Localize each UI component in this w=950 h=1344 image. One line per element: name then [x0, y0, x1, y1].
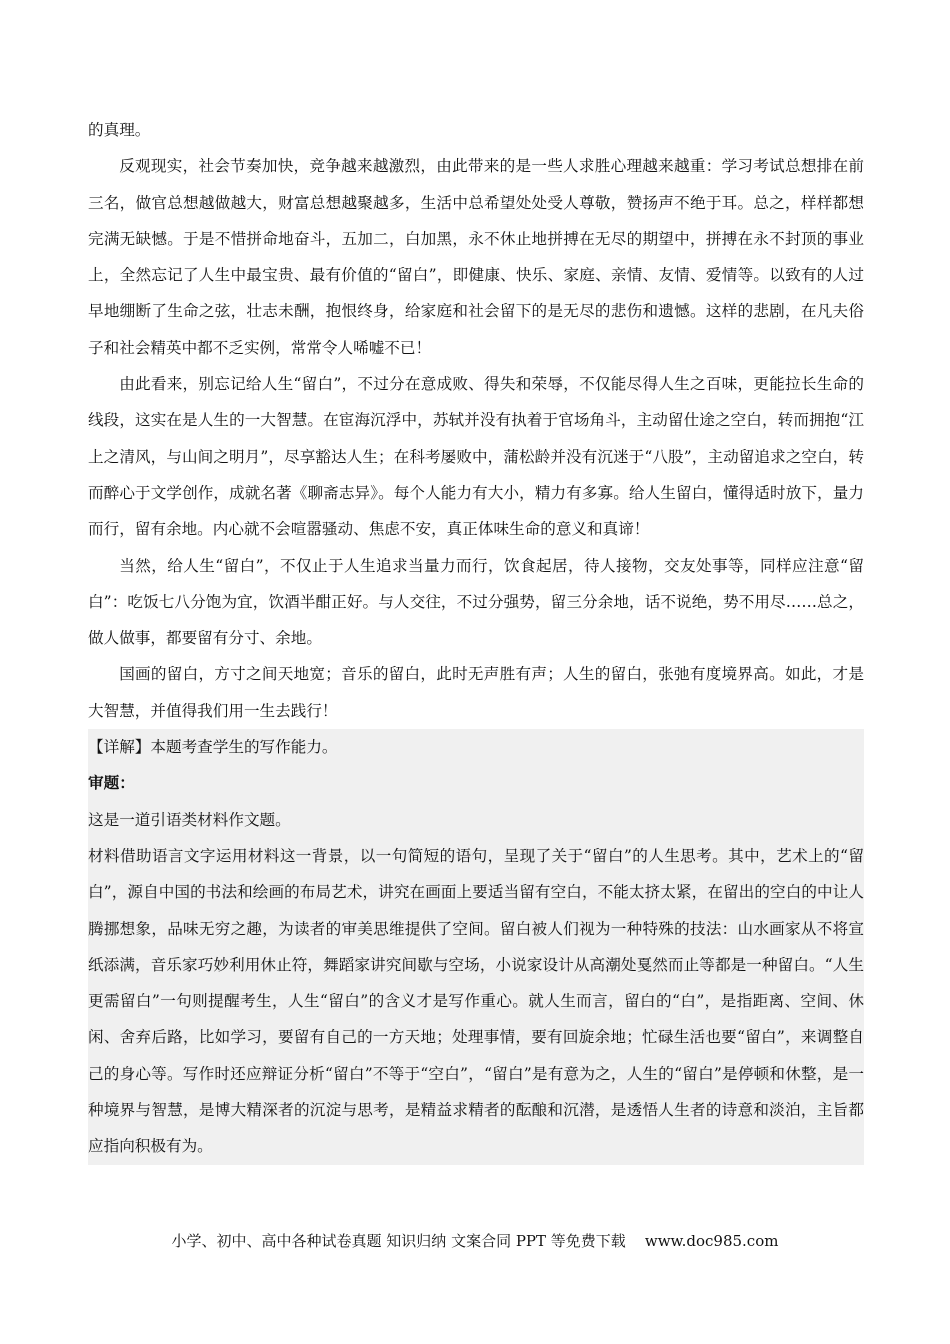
essay-paragraph-3: 当然，给人生“留白”，不仅止于人生追求当量力而行，饮食起居，待人接物，交友处事等，同样应注意“留白”：吃饭七八分饱为宜，饮酒半酣正好。与人交往，不过分强势，留三分余地，话不说绝，势不用尽……总之，做人做事，都要留有分寸、余地。 [88, 556, 864, 648]
analysis-section [88, 729, 864, 1165]
essay-paragraph-2: 由此看来，别忘记给人生“留白”，不过分在意成败、得失和荣辱，不仅能尽得人生之百味，更能拉长生命的线段，这实在是人生的一大智慧。在宦海沉浮中，苏轼并没有执着于官场角斗，主动留仕途之空白，转而拥抱“江上之清风，与山间之明月”，尽享豁达人生；在科考屡败中，蒲松龄并没有沉迷于“八股”，主动留追求之空白，转而醉心于文学创作，成就名著《聊斋志异》。每个人能力有大小，精力有多寡。给人生留白，懂得适时放下，量力而行，留有余地。内心就不会喧嚣骚动、焦虑不安，真正体味生命的意义和真谛！ [88, 375, 864, 539]
essay-body [88, 112, 864, 729]
analysis-heading: 审题： [88, 773, 135, 793]
page-footer [0, 1229, 950, 1253]
analysis-paragraph: 材料借助语言文字运用材料这一背景，以一句简短的语句，呈现了关于“留白”的人生思考。其中，艺术上的“留白”，源自中国的书法和绘画的布局艺术，讲究在画面上要适当留有空白，不能太挤太紧，在留出的空白的中让人腾挪想象，品味无穷之趣，为读者的审美思维提供了空间。留白被人们视为一种特殊的技法：山水画家从不将宣纸添满，音乐家巧妙利用休止符，舞蹈家讲究间歇与空场，小说家设计从高潮处戛然而止等都是一种留白。“人生更需留白”一句则提醒考生，人生“留白”的含义才是写作重心。就人生而言，留白的“白”，是指距离、空间、休闲、舍弃后路，比如学习，要留有自己的一方天地；处理事情，要有回旋余地；忙碌生活也要“留白”，来调整自己的身心等。写作时还应辩证分析“留白”不等于“空白”，“留白”是有意为之，人生的“留白”是停顿和休整，是一种境界与智慧，是博大精深者的沉淀与思考，是精益求精者的酝酿和沉潜，是透悟人生者的诗意和淡泊，主旨都应指向积极有为。 [88, 846, 864, 1156]
essay-paragraph-4: 国画的留白，方寸之间天地宽；音乐的留白，此时无声胜有声；人生的留白，张弛有度境界高。如此，才是大智慧，并值得我们用一生去践行！ [88, 665, 864, 720]
essay-paragraph-0: 的真理。 [88, 121, 151, 139]
analysis-line-1: 这是一道引语类材料作文题。 [88, 810, 291, 829]
footer-text: 小学、初中、高中各种试卷真题 知识归纳 文案合同 PPT 等免费下载 www.doc985.com [171, 1232, 779, 1250]
essay-paragraph-1: 反观现实，社会节奏加快，竞争越来越激烈，由此带来的是一些人求胜心理越来越重：学习考试总想排在前三名，做官总想越做越大，财富总想越聚越多，生活中总希望处处受人尊敬，赞扬声不绝于耳。总之，样样都想完满无缺憾。于是不惜拼命地奋斗，五加二，白加黑，永不休止地拼搏在无尽的期望中，拼搏在永不封顶的事业上，全然忘记了人生中最宝贵、最有价值的“留白”，即健康、快乐、家庭、亲情、友情、爱情等。以致有的人过早地绷断了生命之弦，壮志未酬，抱恨终身，给家庭和社会留下的是无尽的悲伤和遗憾。这样的悲剧，在凡夫俗子和社会精英中都不乏实例，常常令人唏嘘不已！ [88, 157, 864, 357]
document-page [88, 112, 864, 1165]
analysis-detail: 【详解】本题考查学生的写作能力。 [88, 738, 338, 757]
